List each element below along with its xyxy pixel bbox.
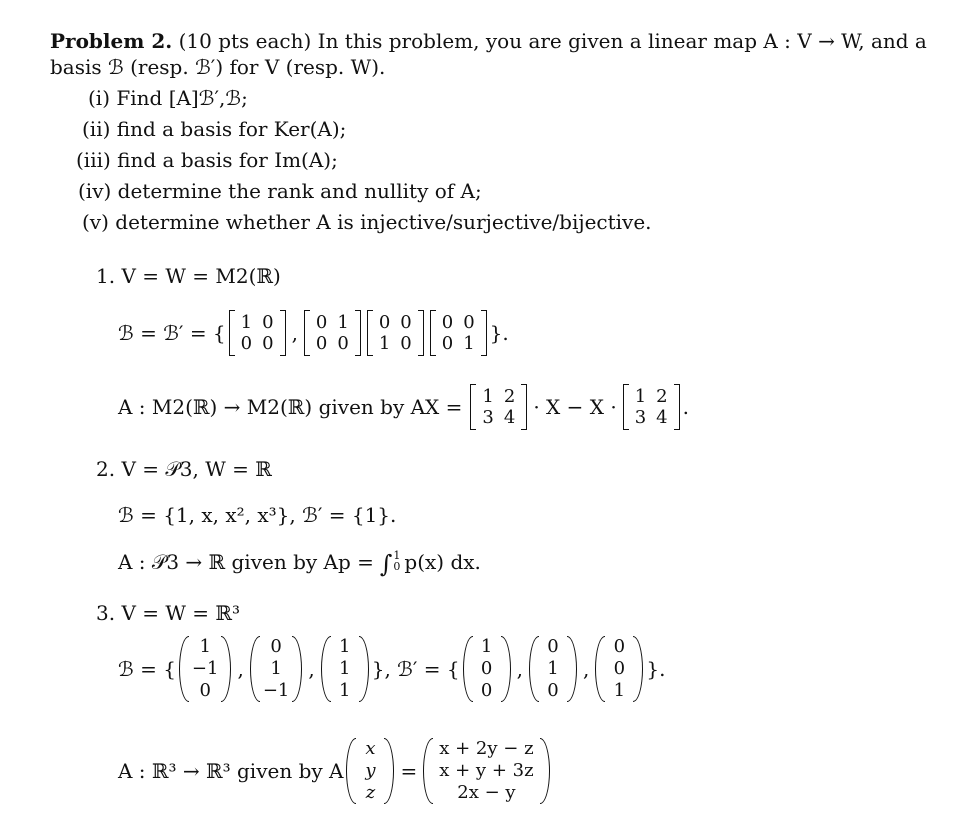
vector-entry: z — [365, 782, 376, 803]
item-2-bases: ℬ = {1, x, x², x³}, ℬ′ = {1}. — [118, 503, 397, 527]
matrix-entry: 0 — [240, 333, 253, 354]
basis-vector-2 — [250, 636, 303, 702]
map-matrix-left — [470, 384, 527, 430]
matrix-entry: 4 — [503, 407, 516, 428]
vector-entry: 1 — [480, 636, 493, 657]
integral-lower: 0 — [393, 560, 401, 574]
map-text: A : M2(ℝ) → M2(ℝ) given by AX = — [118, 395, 463, 419]
matrix-entry: 0 — [262, 312, 274, 333]
item-3-bases — [118, 636, 665, 702]
item-1-basis — [118, 310, 509, 356]
vector-entry: 0 — [270, 636, 282, 657]
item-number: 1. — [96, 264, 116, 288]
item-2-spaces — [96, 457, 272, 481]
basis-matrix-1 — [229, 310, 286, 356]
vector-entry: 1 — [339, 636, 351, 657]
item-number: 2. — [96, 457, 116, 481]
comma: , — [237, 657, 244, 681]
matrix-entry: 2 — [656, 386, 668, 407]
matrix-entry: 0 — [441, 333, 454, 354]
map-input-vector — [346, 738, 394, 804]
basis2-vector-1 — [463, 636, 511, 702]
item-spaces: V = W = ℝ³ — [121, 601, 241, 625]
matrix-entry: 3 — [634, 407, 647, 428]
task-text: find a basis for Ker(A); — [116, 117, 347, 141]
matrix-entry: 0 — [400, 312, 412, 333]
item-3-spaces — [96, 601, 240, 625]
basis-matrix-3 — [367, 310, 424, 356]
basis-vector-3 — [321, 636, 369, 702]
map-end: . — [682, 395, 689, 419]
vector-entry: x + 2y − z — [439, 738, 534, 759]
task-item — [82, 210, 652, 234]
matrix-entry: 1 — [634, 386, 647, 407]
task-label: (v) — [82, 210, 109, 234]
vector-entry: 1 — [339, 658, 351, 679]
task-label: (iii) — [76, 148, 111, 172]
map-middle: · X − X · — [533, 395, 617, 419]
vector-entry: 1 — [613, 680, 626, 701]
problem-intro-line2: basis ℬ (resp. ℬ′) for V (resp. W). — [50, 55, 386, 79]
vector-entry: 0 — [199, 680, 211, 701]
basis-suffix: }. — [646, 657, 666, 681]
basis-suffix: }. — [489, 321, 509, 345]
basis2-vector-3 — [595, 636, 643, 702]
task-text: find a basis for Im(A); — [117, 148, 338, 172]
integrand: p(x) dx. — [404, 550, 481, 575]
vector-entry: 0 — [613, 636, 626, 657]
matrix-entry: 1 — [463, 333, 475, 354]
integral-limits — [393, 550, 400, 572]
matrix-entry: 1 — [482, 386, 494, 407]
integral-upper: 1 — [393, 549, 401, 563]
item-2-map — [118, 548, 481, 577]
basis-matrix-2 — [304, 310, 361, 356]
task-item — [78, 179, 482, 203]
basis-mid: }, ℬ′ = { — [371, 657, 460, 681]
task-label: (ii) — [82, 117, 111, 141]
matrix-entry: 0 — [441, 312, 454, 333]
vector-entry: 0 — [613, 658, 626, 679]
integral-sign-icon: ∫ — [379, 550, 393, 578]
comma: , — [583, 657, 590, 681]
basis2-vector-2 — [529, 636, 577, 702]
vector-entry: 1 — [199, 636, 211, 657]
matrix-entry: 0 — [463, 312, 475, 333]
matrix-entry: 1 — [240, 312, 253, 333]
matrix-entry: 0 — [315, 333, 328, 354]
item-number: 3. — [96, 601, 116, 625]
item-3-map — [118, 738, 553, 804]
task-text: Find [A]ℬ′,ℬ; — [116, 86, 248, 110]
comma: , — [308, 657, 315, 681]
map-output-vector — [423, 738, 549, 804]
task-item — [82, 117, 346, 141]
vector-entry: −1 — [262, 680, 290, 701]
comma: , — [516, 657, 523, 681]
task-item — [76, 148, 338, 172]
map-text: A : 𝒫3 → ℝ given by Ap = — [118, 550, 374, 575]
matrix-entry: 3 — [482, 407, 494, 428]
basis-prefix: ℬ = { — [118, 657, 176, 681]
problem-header-line1 — [50, 29, 927, 53]
problem-title: Problem 2. — [50, 29, 173, 53]
task-label: (i) — [88, 86, 111, 110]
item-spaces: V = 𝒫3, W = ℝ — [121, 457, 272, 481]
item-1-map — [118, 384, 689, 430]
map-equals: = — [400, 759, 418, 783]
vector-entry: 1 — [547, 658, 559, 679]
vector-entry: x — [365, 738, 376, 759]
vector-entry: 1 — [339, 680, 351, 701]
task-label: (iv) — [78, 179, 112, 203]
task-text: determine the rank and nullity of A; — [117, 179, 482, 203]
vector-entry: 1 — [270, 658, 282, 679]
matrix-entry: 0 — [378, 312, 391, 333]
vector-entry: 0 — [547, 680, 559, 701]
vector-entry: −1 — [191, 658, 219, 679]
vector-entry: 0 — [480, 658, 493, 679]
matrix-entry: 2 — [503, 386, 516, 407]
matrix-entry: 1 — [337, 312, 349, 333]
vector-entry: y — [365, 760, 376, 781]
vector-entry: 0 — [480, 680, 493, 701]
item-1-spaces — [96, 264, 281, 288]
map-text: A : ℝ³ → ℝ³ given by A — [118, 759, 344, 783]
vector-entry: x + y + 3z — [439, 760, 534, 781]
matrix-entry: 1 — [378, 333, 391, 354]
matrix-entry: 0 — [400, 333, 412, 354]
vector-entry: 2x − y — [457, 782, 516, 803]
problem-intro-line1: (10 pts each) In this problem, you are given a linear map A : V → W, and a — [178, 29, 927, 53]
vector-entry: 0 — [547, 636, 559, 657]
basis-matrix-4 — [430, 310, 487, 356]
task-item — [88, 86, 248, 110]
matrix-entry: 0 — [315, 312, 328, 333]
matrix-entry: 0 — [337, 333, 349, 354]
basis-vector-1 — [179, 636, 232, 702]
task-text: determine whether A is injective/surjective/bijective. — [115, 210, 652, 234]
basis-prefix: ℬ = ℬ′ = { — [118, 321, 226, 345]
comma: , — [291, 321, 298, 345]
matrix-entry: 4 — [656, 407, 668, 428]
map-matrix-right — [623, 384, 680, 430]
matrix-entry: 0 — [262, 333, 274, 354]
item-spaces: V = W = M2(ℝ) — [121, 264, 281, 288]
